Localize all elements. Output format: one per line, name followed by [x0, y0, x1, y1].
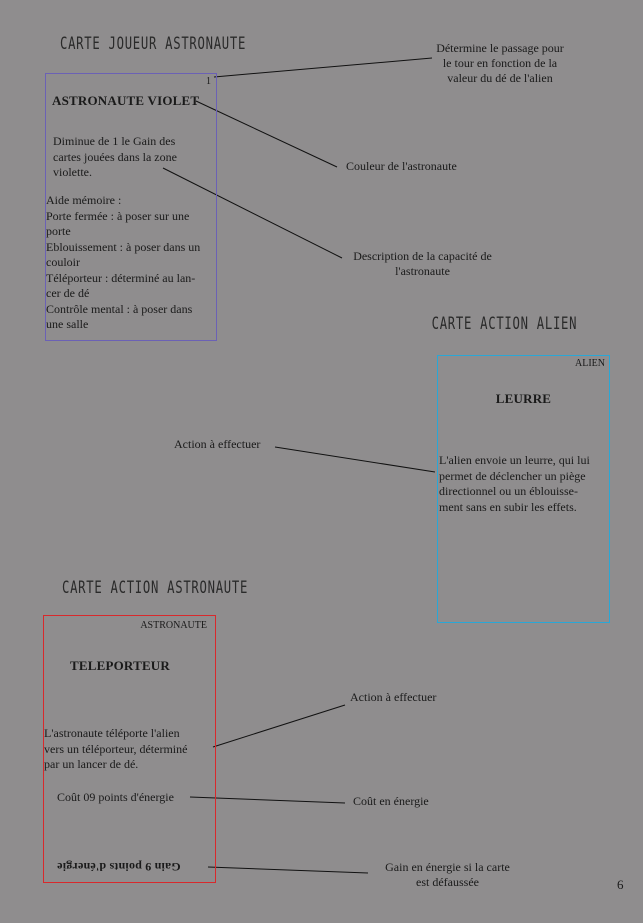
astronaut-card-energy-gain: Gain 9 points d'énergie: [57, 860, 181, 874]
heading-astronaut-player-card: CARTE JOUEUR ASTRONAUTE: [60, 34, 247, 54]
alien-card-title: LEURRE: [495, 391, 552, 406]
annotation-color: Couleur de l'astronaute: [346, 159, 457, 173]
connector-alien-action: [275, 447, 435, 472]
annotation-energy-cost: Coût en énergie: [353, 794, 429, 808]
annotation-astronaut-action: Action à effectuer: [350, 690, 437, 704]
astronaut-card-label: ASTRONAUTE: [140, 620, 207, 631]
connector-color: [196, 101, 337, 167]
connector-energy-gain: [208, 867, 368, 873]
heading-alien-action-card: CARTE ACTION ALIEN: [431, 314, 577, 334]
heading-astronaut-action-card: CARTE ACTION ASTRONAUTE: [62, 578, 249, 598]
astronaut-card-title: TELEPORTEUR: [70, 658, 170, 673]
astronaut-card-energy-cost: Coût 09 points d'énergie: [57, 790, 174, 804]
card-turn-number: 1: [206, 76, 211, 87]
annotation-alien-action: Action à effectuer: [174, 437, 261, 451]
alien-card-label: ALIEN: [575, 358, 605, 369]
player-card-title: ASTRONAUTE VIOLET: [52, 93, 200, 108]
astronaut-player-card: [45, 73, 217, 341]
alien-card-text: L'alien envoie un leurre, qui lui permet de déclencher un piège directionnel ou un éblouisse- ment sans en subir les effets.: [439, 453, 590, 514]
astronaut-action-card: [43, 615, 216, 883]
player-card-memo: Aide mémoire : Porte fermée : à poser sur une porte Eblouissement : à poser dans un couloir Téléporteur : déterminé au lan- cer de dé Contrôle mental : à poser dans une salle: [46, 193, 201, 331]
annotation-energy-gain: Gain en énergie si la carte est défaussée: [385, 860, 510, 889]
astronaut-card-text: L'astronaute téléporte l'alien vers un téléporteur, déterminé par un lancer de dé.: [44, 726, 188, 771]
connector-astronaut-action: [213, 705, 345, 747]
connector-turn-order: [214, 58, 432, 77]
player-card-ability: Diminue de 1 le Gain des cartes jouées dans la zone violette.: [53, 134, 177, 179]
annotation-turn-order: Détermine le passage pour le tour en fonction de la valeur du dé de l'alien: [436, 41, 564, 85]
page-number: 6: [617, 877, 624, 892]
alien-action-card: [437, 355, 610, 623]
annotation-description: Description de la capacité de l'astronaute: [353, 249, 492, 278]
